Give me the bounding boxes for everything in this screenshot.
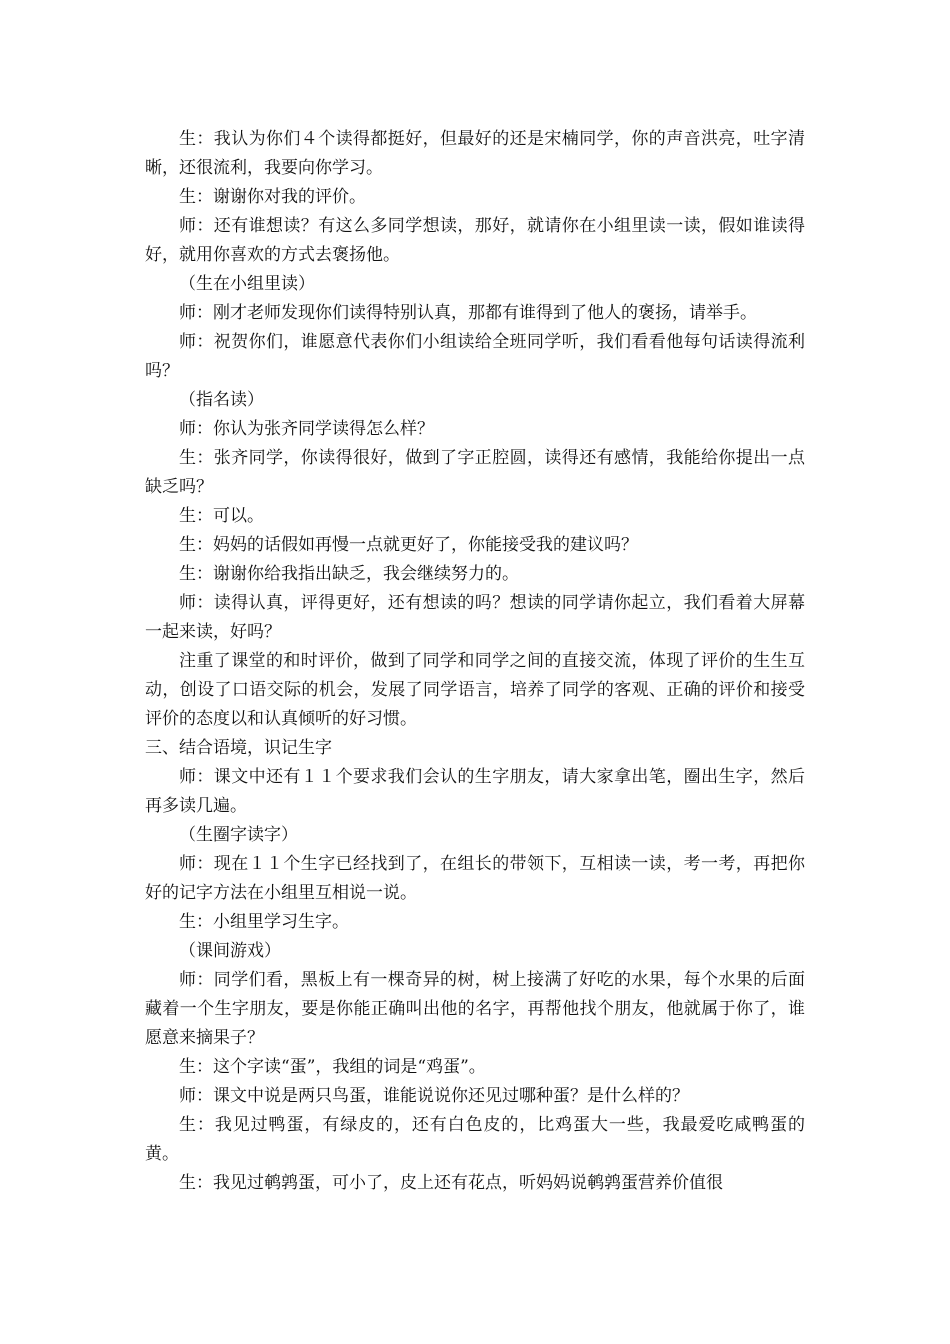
paragraph-10: 生：可以。 xyxy=(179,506,264,526)
paragraph-20: （课间游戏） xyxy=(179,941,281,961)
paragraph-5: 师：刚才老师发现你们读得特别认真，那都有谁得到了他人的褒扬，请举手。 xyxy=(179,303,757,323)
paragraph-16: 师：课文中还有１１个要求我们会认的生字朋友，请大家拿出笔，圈出生字，然后再多读几遍。 xyxy=(145,767,805,816)
paragraph-11: 生：妈妈的话假如再慢一点就更好了，你能接受我的建议吗？ xyxy=(179,535,638,555)
paragraph-6: 师：祝贺你们，谁愿意代表你们小组读给全班同学听，我们看看他每句话读得流利吗？ xyxy=(145,332,805,381)
paragraph-14: 注重了课堂的和时评价，做到了同学和同学之间的直接交流，体现了评价的生生互动，创设了口语交际的机会，发展了同学语言，培养了同学的客观、正确的评价和接受评价的态度以和认真倾听的好习惯。 xyxy=(145,651,805,729)
paragraph-9: 生：张齐同学，你读得很好，做到了字正腔圆，读得还有感情，我能给你提出一点缺乏吗？ xyxy=(145,448,805,497)
paragraph-21: 师：同学们看，黑板上有一棵奇异的树，树上接满了好吃的水果，每个水果的后面藏着一个生字朋友，要是你能正确叫出他的名字，再帮他找个朋友，他就属于你了，谁愿意来摘果子？ xyxy=(145,970,805,1048)
paragraph-4: （生在小组里读） xyxy=(179,274,315,294)
paragraph-19: 生：小组里学习生字。 xyxy=(179,912,349,932)
paragraph-13: 师：读得认真，评得更好，还有想读的吗？想读的同学请你起立，我们看着大屏幕一起来读，好吗？ xyxy=(145,593,805,642)
paragraph-12: 生：谢谢你给我指出缺乏，我会继续努力的。 xyxy=(179,564,519,584)
paragraph-1: 生：我认为你们４个读得都挺好，但最好的还是宋楠同学，你的声音洪亮，吐字清晰，还很流利，我要向你学习。 xyxy=(145,129,805,178)
paragraph-22: 生：这个字读“蛋”，我组的词是“鸡蛋”。 xyxy=(179,1057,486,1077)
paragraph-24: 生：我见过鸭蛋，有绿皮的，还有白色皮的，比鸡蛋大一些，我最爱吃咸鸭蛋的黄。 xyxy=(145,1115,805,1164)
paragraph-17: （生圈字读字） xyxy=(179,825,298,845)
paragraph-7: （指名读） xyxy=(179,390,264,410)
paragraph-8: 师：你认为张齐同学读得怎么样？ xyxy=(179,419,434,439)
paragraph-18: 师：现在１１个生字已经找到了，在组长的带领下，互相读一读，考一考，再把你好的记字方法在小组里互相说一说。 xyxy=(145,854,805,903)
section-heading: 三、结合语境，识记生字 xyxy=(145,738,332,758)
paragraph-2: 生：谢谢你对我的评价。 xyxy=(179,187,366,207)
document-page xyxy=(145,125,805,1198)
paragraph-23: 师：课文中说是两只鸟蛋，谁能说说你还见过哪种蛋？是什么样的？ xyxy=(179,1086,689,1106)
paragraph-3: 师：还有谁想读？有这么多同学想读，那好，就请你在小组里读一读，假如谁读得好，就用你喜欢的方式去褒扬他。 xyxy=(145,216,805,265)
paragraph-25: 生：我见过鹌鹑蛋，可小了，皮上还有花点，听妈妈说鹌鹑蛋营养价值很 xyxy=(179,1173,723,1193)
